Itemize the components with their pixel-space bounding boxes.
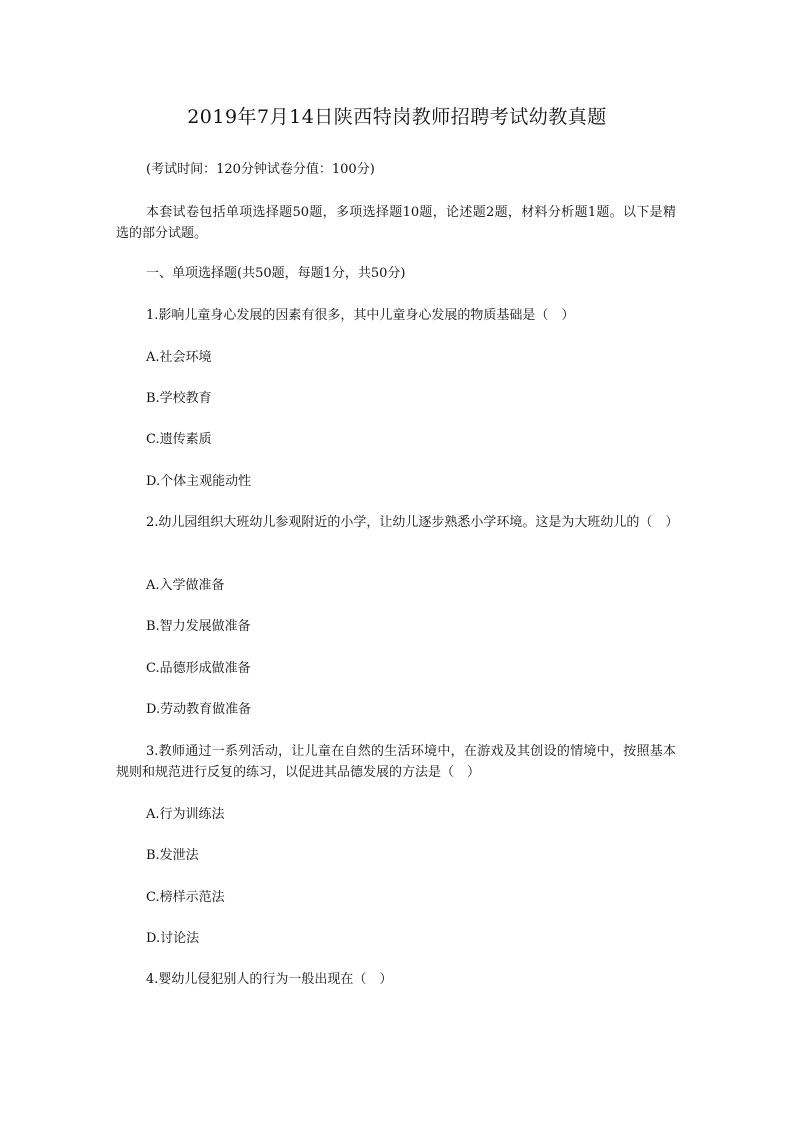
question-1-option-a: A.社会环境	[146, 350, 212, 365]
question-3-option-b: B.发泄法	[146, 848, 199, 863]
question-1-option-b: B.学校教育	[146, 391, 212, 406]
question-2-option-d: D.劳动教育做准备	[146, 702, 252, 717]
question-4-stem: 4.婴幼儿侵犯别人的行为一般出现在（ ）	[146, 972, 393, 987]
question-3-option-a: A.行为训练法	[146, 807, 225, 822]
question-2-stem: 2.幼儿园组织大班幼儿参观附近的小学，让幼儿逐步熟悉小学环境。这是为大班幼儿的（ ）	[146, 515, 679, 530]
question-2-option-b: B.智力发展做准备	[146, 619, 251, 634]
question-3-stem: 3.教师通过一系列活动，让儿童在自然的生活环境中，在游戏及其创设的情境中，按照基本规则和规范进行反复的练习，以促进其品德发展的方法是（ ）	[116, 744, 676, 780]
question-2-option-c: C.品德形成做准备	[146, 661, 251, 676]
exam-info: (考试时间：120分钟试卷分值：100分)	[146, 162, 375, 177]
question-3-option-c: C.榜样示范法	[146, 890, 225, 905]
question-1-stem: 1.影响儿童身心发展的因素有很多，其中儿童身心发展的物质基础是（ ）	[146, 308, 575, 323]
document-title: 2019年7月14日陕西特岗教师招聘考试幼教真题	[187, 106, 607, 128]
question-1-option-d: D.个体主观能动性	[146, 474, 252, 489]
question-3-option-d: D.讨论法	[146, 931, 200, 946]
section-heading: 一、单项选择题(共50题，每题1分，共50分)	[146, 266, 406, 281]
question-2-option-a: A.入学做准备	[146, 578, 225, 593]
intro-paragraph: 本套试卷包括单项选择题50题，多项选择题10题，论述题2题，材料分析题1题。以下是精选的部分试题。	[116, 205, 676, 241]
question-1-option-c: C.遗传素质	[146, 432, 212, 447]
